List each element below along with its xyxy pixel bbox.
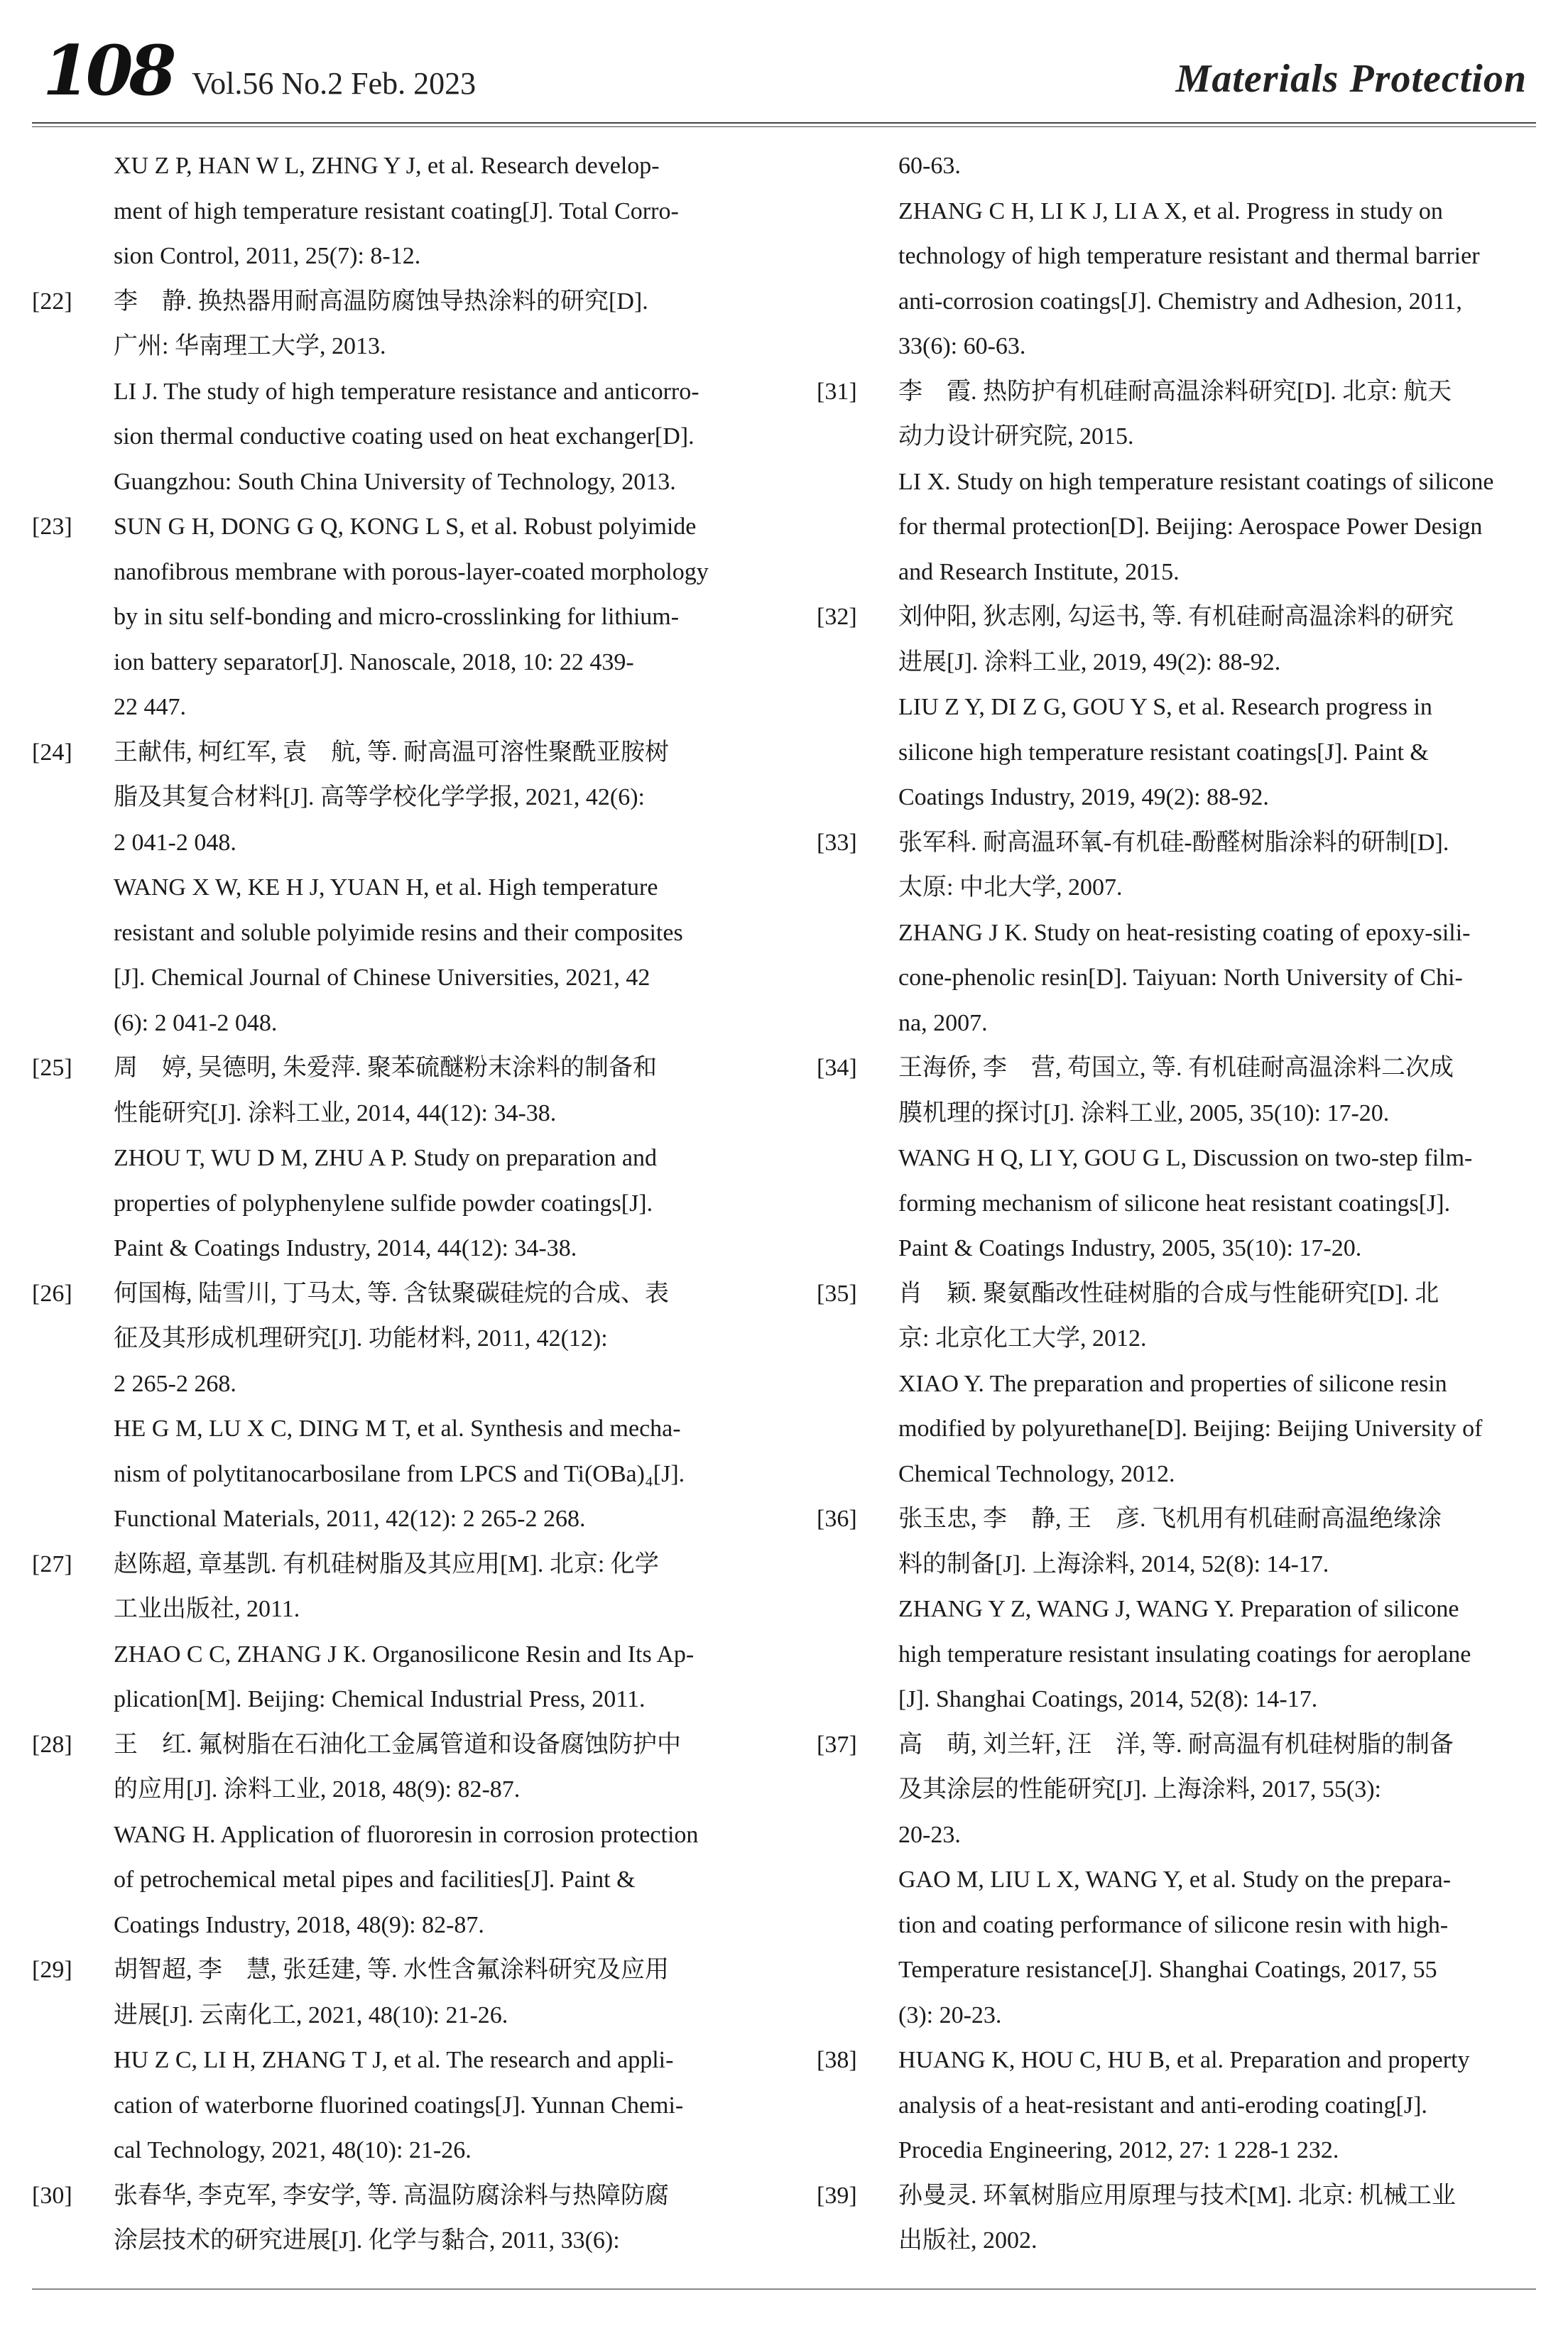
- reference-line: 料的制备[J]. 上海涂料, 2014, 52(8): 14-17.: [898, 1550, 1329, 1577]
- reference-line: 进展[J]. 云南化工, 2021, 48(10): 21-26.: [114, 2001, 508, 2028]
- reference-line: for thermal protection[D]. Beijing: Aerospace Power Design: [898, 514, 1483, 540]
- reference-line: WANG X W, KE H J, YUAN H, et al. High temperature: [114, 874, 658, 901]
- reference-number: [29]: [32, 1957, 72, 1983]
- header-rule: [32, 122, 1536, 127]
- reference-line: 京: 北京化工大学, 2012.: [898, 1325, 1147, 1352]
- reference-number: [39]: [817, 2182, 857, 2209]
- reference-line: 胡智超, 李 慧, 张廷建, 等. 水性含氟涂料研究及应用: [114, 1957, 669, 1983]
- reference-entry: [32, 1947, 760, 2173]
- reference-line: cone-phenolic resin[D]. Taiyuan: North University of Chi-: [898, 965, 1463, 991]
- reference-line: (3): 20-23.: [898, 2001, 1002, 2028]
- reference-line: 李 静. 换热器用耐高温防腐蚀导热涂料的研究[D].: [114, 288, 648, 315]
- reference-line: properties of polyphenylene sulfide powder coatings[J].: [114, 1190, 653, 1217]
- reference-entry: [817, 1271, 1537, 1497]
- reference-entry: [817, 1045, 1537, 1271]
- reference-line: plication[M]. Beijing: Chemical Industrial Press, 2011.: [114, 1686, 646, 1712]
- reference-line: 脂及其复合材料[J]. 高等学校化学学报, 2021, 42(6):: [114, 784, 645, 810]
- reference-entry: [32, 504, 760, 730]
- reference-line: 工业出版社, 2011.: [114, 1596, 300, 1622]
- reference-line: and Research Institute, 2015.: [898, 558, 1180, 585]
- reference-number: [34]: [817, 1055, 857, 1081]
- reference-number: [32]: [817, 604, 857, 630]
- page-header: [43, 31, 1527, 114]
- reference-line: Guangzhou: South China University of Technology, 2013.: [114, 468, 676, 495]
- reference-line: WANG H Q, LI Y, GOU G L, Discussion on two-step film-: [898, 1145, 1473, 1171]
- reference-line: Functional Materials, 2011, 42(12): 2 265-2 268.: [114, 1506, 586, 1532]
- reference-entry: [817, 820, 1537, 1046]
- reference-line: na, 2007.: [898, 1009, 988, 1036]
- reference-line: 征及其形成机理研究[J]. 功能材料, 2011, 42(12):: [114, 1325, 608, 1352]
- reference-entry: [32, 1271, 760, 1542]
- reference-number: [31]: [817, 378, 857, 405]
- reference-line: ZHANG J K. Study on heat-resisting coating of epoxy-sili-: [898, 919, 1471, 946]
- reference-number: [35]: [817, 1280, 857, 1307]
- reference-entry: [32, 730, 760, 1046]
- reference-line: 膜机理的探讨[J]. 涂料工业, 2005, 35(10): 17-20.: [898, 1099, 1390, 1126]
- reference-entry: [32, 1542, 760, 1722]
- footer-rule: [32, 2288, 1536, 2290]
- reference-number: [27]: [32, 1550, 72, 1577]
- issue-info: Vol.56 No.2 Feb. 2023: [192, 66, 477, 101]
- reference-line: 张军科. 耐高温环氧-有机硅-酚醛树脂涂料的研制[D].: [898, 829, 1449, 856]
- journal-title: Materials Protection: [1175, 57, 1527, 101]
- reference-line: 李 霞. 热防护有机硅耐高温涂料研究[D]. 北京: 航天: [898, 378, 1452, 405]
- reference-line: sion Control, 2011, 25(7): 8-12.: [114, 243, 421, 269]
- reference-entry: [817, 2173, 1537, 2264]
- reference-line: analysis of a heat-resistant and anti-eroding coating[J].: [898, 2092, 1427, 2119]
- reference-entry: [32, 2173, 760, 2264]
- reference-line: 动力设计研究院, 2015.: [898, 423, 1134, 450]
- reference-number: [25]: [32, 1055, 72, 1081]
- reference-line: Procedia Engineering, 2012, 27: 1 228-1 232.: [898, 2137, 1339, 2163]
- reference-line: 广州: 华南理工大学, 2013.: [114, 333, 386, 359]
- reference-line: ZHANG Y Z, WANG J, WANG Y. Preparation of silicone: [898, 1596, 1459, 1622]
- reference-entry: [817, 2038, 1537, 2173]
- reference-line: 及其涂层的性能研究[J]. 上海涂料, 2017, 55(3):: [898, 1776, 1381, 1803]
- reference-line: [J]. Chemical Journal of Chinese Universities, 2021, 42: [114, 965, 650, 991]
- reference-line: 2 265-2 268.: [114, 1370, 236, 1397]
- reference-line: XU Z P, HAN W L, ZHNG Y J, et al. Research develop-: [114, 153, 660, 179]
- reference-line: Paint & Coatings Industry, 2005, 35(10): 17-20.: [898, 1235, 1362, 1261]
- reference-line: 22 447.: [114, 694, 186, 720]
- reference-line: 张春华, 李克军, 李安学, 等. 高温防腐涂料与热障防腐: [114, 2182, 669, 2209]
- reference-line: XIAO Y. The preparation and properties of silicone resin: [898, 1370, 1447, 1397]
- reference-line: GAO M, LIU L X, WANG Y, et al. Study on the prepara-: [898, 1867, 1452, 1893]
- reference-number: [38]: [817, 2047, 857, 2073]
- reference-line: HE G M, LU X C, DING M T, et al. Synthesis and mecha-: [114, 1416, 681, 1442]
- reference-line: cal Technology, 2021, 48(10): 21-26.: [114, 2137, 472, 2163]
- reference-line: LI J. The study of high temperature resistance and anticorro-: [114, 378, 699, 405]
- reference-line: SUN G H, DONG G Q, KONG L S, et al. Robust polyimide: [114, 514, 697, 540]
- reference-entry: [817, 1722, 1537, 2038]
- reference-number: [26]: [32, 1280, 72, 1307]
- reference-line: 肖 颖. 聚氨酯改性硅树脂的合成与性能研究[D]. 北: [898, 1280, 1439, 1307]
- reference-line: 60-63.: [898, 153, 961, 179]
- left-column: [32, 143, 760, 2264]
- reference-line: tion and coating performance of silicone resin with high-: [898, 1911, 1449, 1938]
- reference-line: nism of polytitanocarbosilane from LPCS and Ti(OBa)₄[J].: [114, 1460, 685, 1487]
- reference-number: [37]: [817, 1731, 857, 1758]
- reference-line: 赵陈超, 章基凯. 有机硅树脂及其应用[M]. 北京: 化学: [114, 1550, 659, 1577]
- reference-entry: [817, 594, 1537, 820]
- reference-entry: [817, 369, 1537, 595]
- reference-line: ZHOU T, WU D M, ZHU A P. Study on preparation and: [114, 1145, 657, 1171]
- reference-line: 出版社, 2002.: [898, 2227, 1038, 2254]
- reference-line: Paint & Coatings Industry, 2014, 44(12): 34-38.: [114, 1235, 577, 1261]
- reference-line: modified by polyurethane[D]. Beijing: Beijing University of: [898, 1416, 1483, 1442]
- reference-line: ment of high temperature resistant coating[J]. Total Corro-: [114, 197, 679, 224]
- reference-number: [22]: [32, 288, 72, 315]
- reference-line: 何国梅, 陆雪川, 丁马太, 等. 含钛聚碳硅烷的合成、表: [114, 1280, 669, 1307]
- reference-line: 刘仲阳, 狄志刚, 勾运书, 等. 有机硅耐高温涂料的研究: [898, 604, 1454, 630]
- reference-line: technology of high temperature resistant and thermal barrier: [898, 243, 1480, 269]
- reference-line: silicone high temperature resistant coatings[J]. Paint &: [898, 739, 1429, 766]
- reference-line: ZHANG C H, LI K J, LI A X, et al. Progress in study on: [898, 197, 1443, 224]
- reference-line: high temperature resistant insulating coatings for aeroplane: [898, 1641, 1471, 1668]
- reference-line: 王 红. 氟树脂在石油化工金属管道和设备腐蚀防护中: [114, 1731, 681, 1758]
- reference-line: Coatings Industry, 2019, 49(2): 88-92.: [898, 784, 1269, 810]
- reference-line: 王献伟, 柯红军, 袁 航, 等. 耐高温可溶性聚酰亚胺树: [114, 739, 669, 766]
- reference-line: HUANG K, HOU C, HU B, et al. Preparation and property: [898, 2047, 1470, 2073]
- reference-entry: [817, 1496, 1537, 1722]
- reference-entry: [32, 1045, 760, 1271]
- reference-entry: [32, 279, 760, 505]
- reference-line: 王海侨, 李 营, 苟国立, 等. 有机硅耐高温涂料二次成: [898, 1055, 1454, 1081]
- reference-line: forming mechanism of silicone heat resistant coatings[J].: [898, 1190, 1451, 1217]
- reference-number: [30]: [32, 2182, 72, 2209]
- reference-line: ion battery separator[J]. Nanoscale, 2018, 10: 22 439-: [114, 648, 634, 675]
- reference-line: 2 041-2 048.: [114, 829, 236, 856]
- reference-entry: [817, 143, 1537, 369]
- reference-number: [33]: [817, 829, 857, 856]
- reference-line: 33(6): 60-63.: [898, 333, 1026, 359]
- reference-line: LIU Z Y, DI Z G, GOU Y S, et al. Research progress in: [898, 694, 1432, 720]
- reference-line: by in situ self-bonding and micro-crosslinking for lithium-: [114, 604, 680, 630]
- reference-number: [24]: [32, 739, 72, 766]
- reference-line: cation of waterborne fluorined coatings[J]. Yunnan Chemi-: [114, 2092, 684, 2119]
- reference-line: LI X. Study on high temperature resistant coatings of silicone: [898, 468, 1494, 495]
- reference-line: 20-23.: [898, 1821, 961, 1848]
- reference-entry: [32, 1722, 760, 1948]
- reference-line: 的应用[J]. 涂料工业, 2018, 48(9): 82-87.: [114, 1776, 521, 1803]
- reference-number: [28]: [32, 1731, 72, 1758]
- reference-number: [23]: [32, 514, 72, 540]
- reference-line: HU Z C, LI H, ZHANG T J, et al. The research and appli-: [114, 2047, 674, 2073]
- reference-line: 孙曼灵. 环氧树脂应用原理与技术[M]. 北京: 机械工业: [898, 2182, 1456, 2209]
- reference-line: 张玉忠, 李 静, 王 彦. 飞机用有机硅耐高温绝缘涂: [898, 1506, 1442, 1532]
- reference-line: 涂层技术的研究进展[J]. 化学与黏合, 2011, 33(6):: [114, 2227, 620, 2254]
- reference-number: [36]: [817, 1506, 857, 1532]
- reference-line: nanofibrous membrane with porous-layer-coated morphology: [114, 558, 709, 585]
- reference-line: 性能研究[J]. 涂料工业, 2014, 44(12): 34-38.: [114, 1099, 557, 1126]
- reference-line: [J]. Shanghai Coatings, 2014, 52(8): 14-17.: [898, 1686, 1318, 1712]
- reference-line: 进展[J]. 涂料工业, 2019, 49(2): 88-92.: [898, 648, 1281, 675]
- reference-line: WANG H. Application of fluororesin in corrosion protection: [114, 1821, 699, 1848]
- reference-line: of petrochemical metal pipes and facilities[J]. Paint &: [114, 1867, 636, 1893]
- reference-line: 高 萌, 刘兰轩, 汪 洋, 等. 耐高温有机硅树脂的制备: [898, 1731, 1454, 1758]
- reference-line: resistant and soluble polyimide resins and their composites: [114, 919, 683, 946]
- right-column: [817, 143, 1537, 2264]
- reference-line: 周 婷, 吴德明, 朱爱萍. 聚苯硫醚粉末涂料的制备和: [114, 1055, 657, 1081]
- reference-line: (6): 2 041-2 048.: [114, 1009, 278, 1036]
- reference-line: anti-corrosion coatings[J]. Chemistry and Adhesion, 2011,: [898, 288, 1462, 315]
- reference-line: sion thermal conductive coating used on heat exchanger[D].: [114, 423, 695, 450]
- page-number: 108: [43, 31, 173, 111]
- reference-line: 太原: 中北大学, 2007.: [898, 874, 1123, 901]
- reference-entry: [32, 143, 760, 279]
- reference-line: Coatings Industry, 2018, 48(9): 82-87.: [114, 1911, 484, 1938]
- reference-line: ZHAO C C, ZHANG J K. Organosilicone Resin and Its Ap-: [114, 1641, 695, 1668]
- reference-line: Chemical Technology, 2012.: [898, 1460, 1175, 1487]
- reference-line: Temperature resistance[J]. Shanghai Coatings, 2017, 55: [898, 1957, 1437, 1983]
